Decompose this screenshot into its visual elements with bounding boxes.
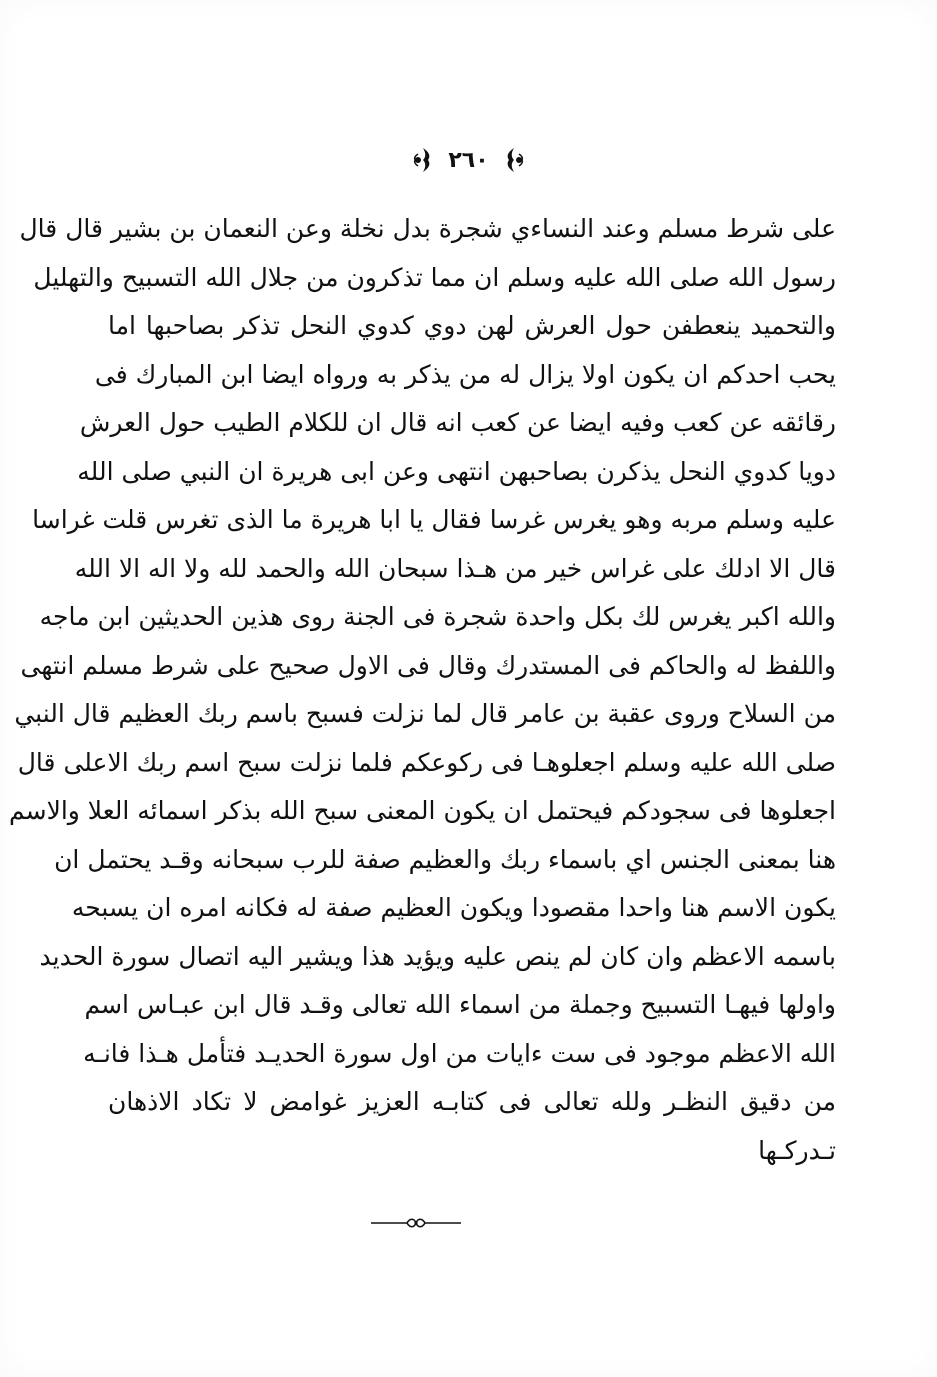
page-header	[0, 140, 937, 180]
body-text	[8, 205, 836, 1175]
text-line: هنا بمعنى الجنس اي باسماء ربك والعظيم صفة للرب سبحانه وقـد يحتمل ان	[54, 844, 836, 874]
floral-ornament-icon	[412, 146, 434, 174]
text-line: دويا كدوي النحل يذكرن بصاحبهن انتهى وعن ابى هريرة ان النبي صلى الله	[77, 456, 836, 486]
text-line: عليه وسلم مربه وهو يغرس غرسا فقال يا ابا هريرة ما الذى تغرس قلت غراسا	[32, 505, 836, 534]
text-line: واللفظ له والحاكم فى المستدرك وقال فى الاول صحيح على شرط مسلم انتهى	[20, 650, 836, 680]
text-line: يحب احدكم ان يكون اولا يزال له من يذكر به ورواه ايضا ابن المبارك فى	[94, 359, 836, 389]
text-line: والله اكبر يغرس لك بكل واحدة شجرة فى الجنة روى هذين الحديثين ابن ماجه	[39, 602, 836, 631]
text-line: اجعلوها فى سجودكم فيحتمل ان يكون المعنى سبح الله بذكر اسمائه العلا والاسم	[8, 796, 836, 825]
text-line: والتحميد ينعطفن حول العرش لهن دوي كدوي النحل تذكر بصاحبها اما	[108, 311, 836, 340]
floral-ornament-icon	[503, 146, 525, 174]
text-line: على شرط مسلم وعند النساءي شجرة بدل نخلة وعن النعمان بن بشير قال قال	[19, 214, 836, 243]
text-line: رقائقه عن كعب وفيه ايضا عن كعب انه قال ان للكلام الطيب حول العرش	[79, 408, 836, 437]
text-line-final: تـدركـها	[758, 1135, 836, 1165]
text-line: من دقيق النظـر ولله تعالى فى كتابـه العزيز غوامض لا تكاد الاذهان	[108, 1087, 836, 1116]
page-number: ٢٦٠	[448, 147, 489, 173]
text-line: باسمه الاعظم وان كان لم ينص عليه ويؤيد هذا ويشير اليه اتصال سورة الحديد	[39, 941, 836, 971]
text-line: واولها فيهـا التسبيح وجملة من اسماء الله تعالى وقـد قال ابن عبـاس اسم	[84, 990, 836, 1019]
text-line: صلى الله عليه وسلم اجعلوهـا فى ركوعكم فلما نزلت سبح اسم ربك الاعلى قال	[17, 747, 836, 777]
text-line: رسول الله صلى الله عليه وسلم ان مما تذكرون من جلال الله التسبيح والتهليل	[33, 262, 836, 292]
end-of-text-flourish-icon	[371, 1216, 461, 1230]
text-line: من السلاح وروى عقبة بن عامر قال لما نزلت فسبح باسم ربك العظيم قال النبي	[14, 699, 836, 728]
text-line: الله الاعظم موجود فى ست ءايات من اول سورة الحديـد فتأمل هـذا فانـه	[83, 1038, 836, 1068]
text-line: قال الا ادلك على غراس خير من هـذا سبحان الله والحمد لله ولا اله الا الله	[74, 553, 836, 583]
text-line: يكون الاسم هنا واحدا مقصودا ويكون العظيم صفة له فكانه امره ان يسبحه	[71, 893, 836, 922]
